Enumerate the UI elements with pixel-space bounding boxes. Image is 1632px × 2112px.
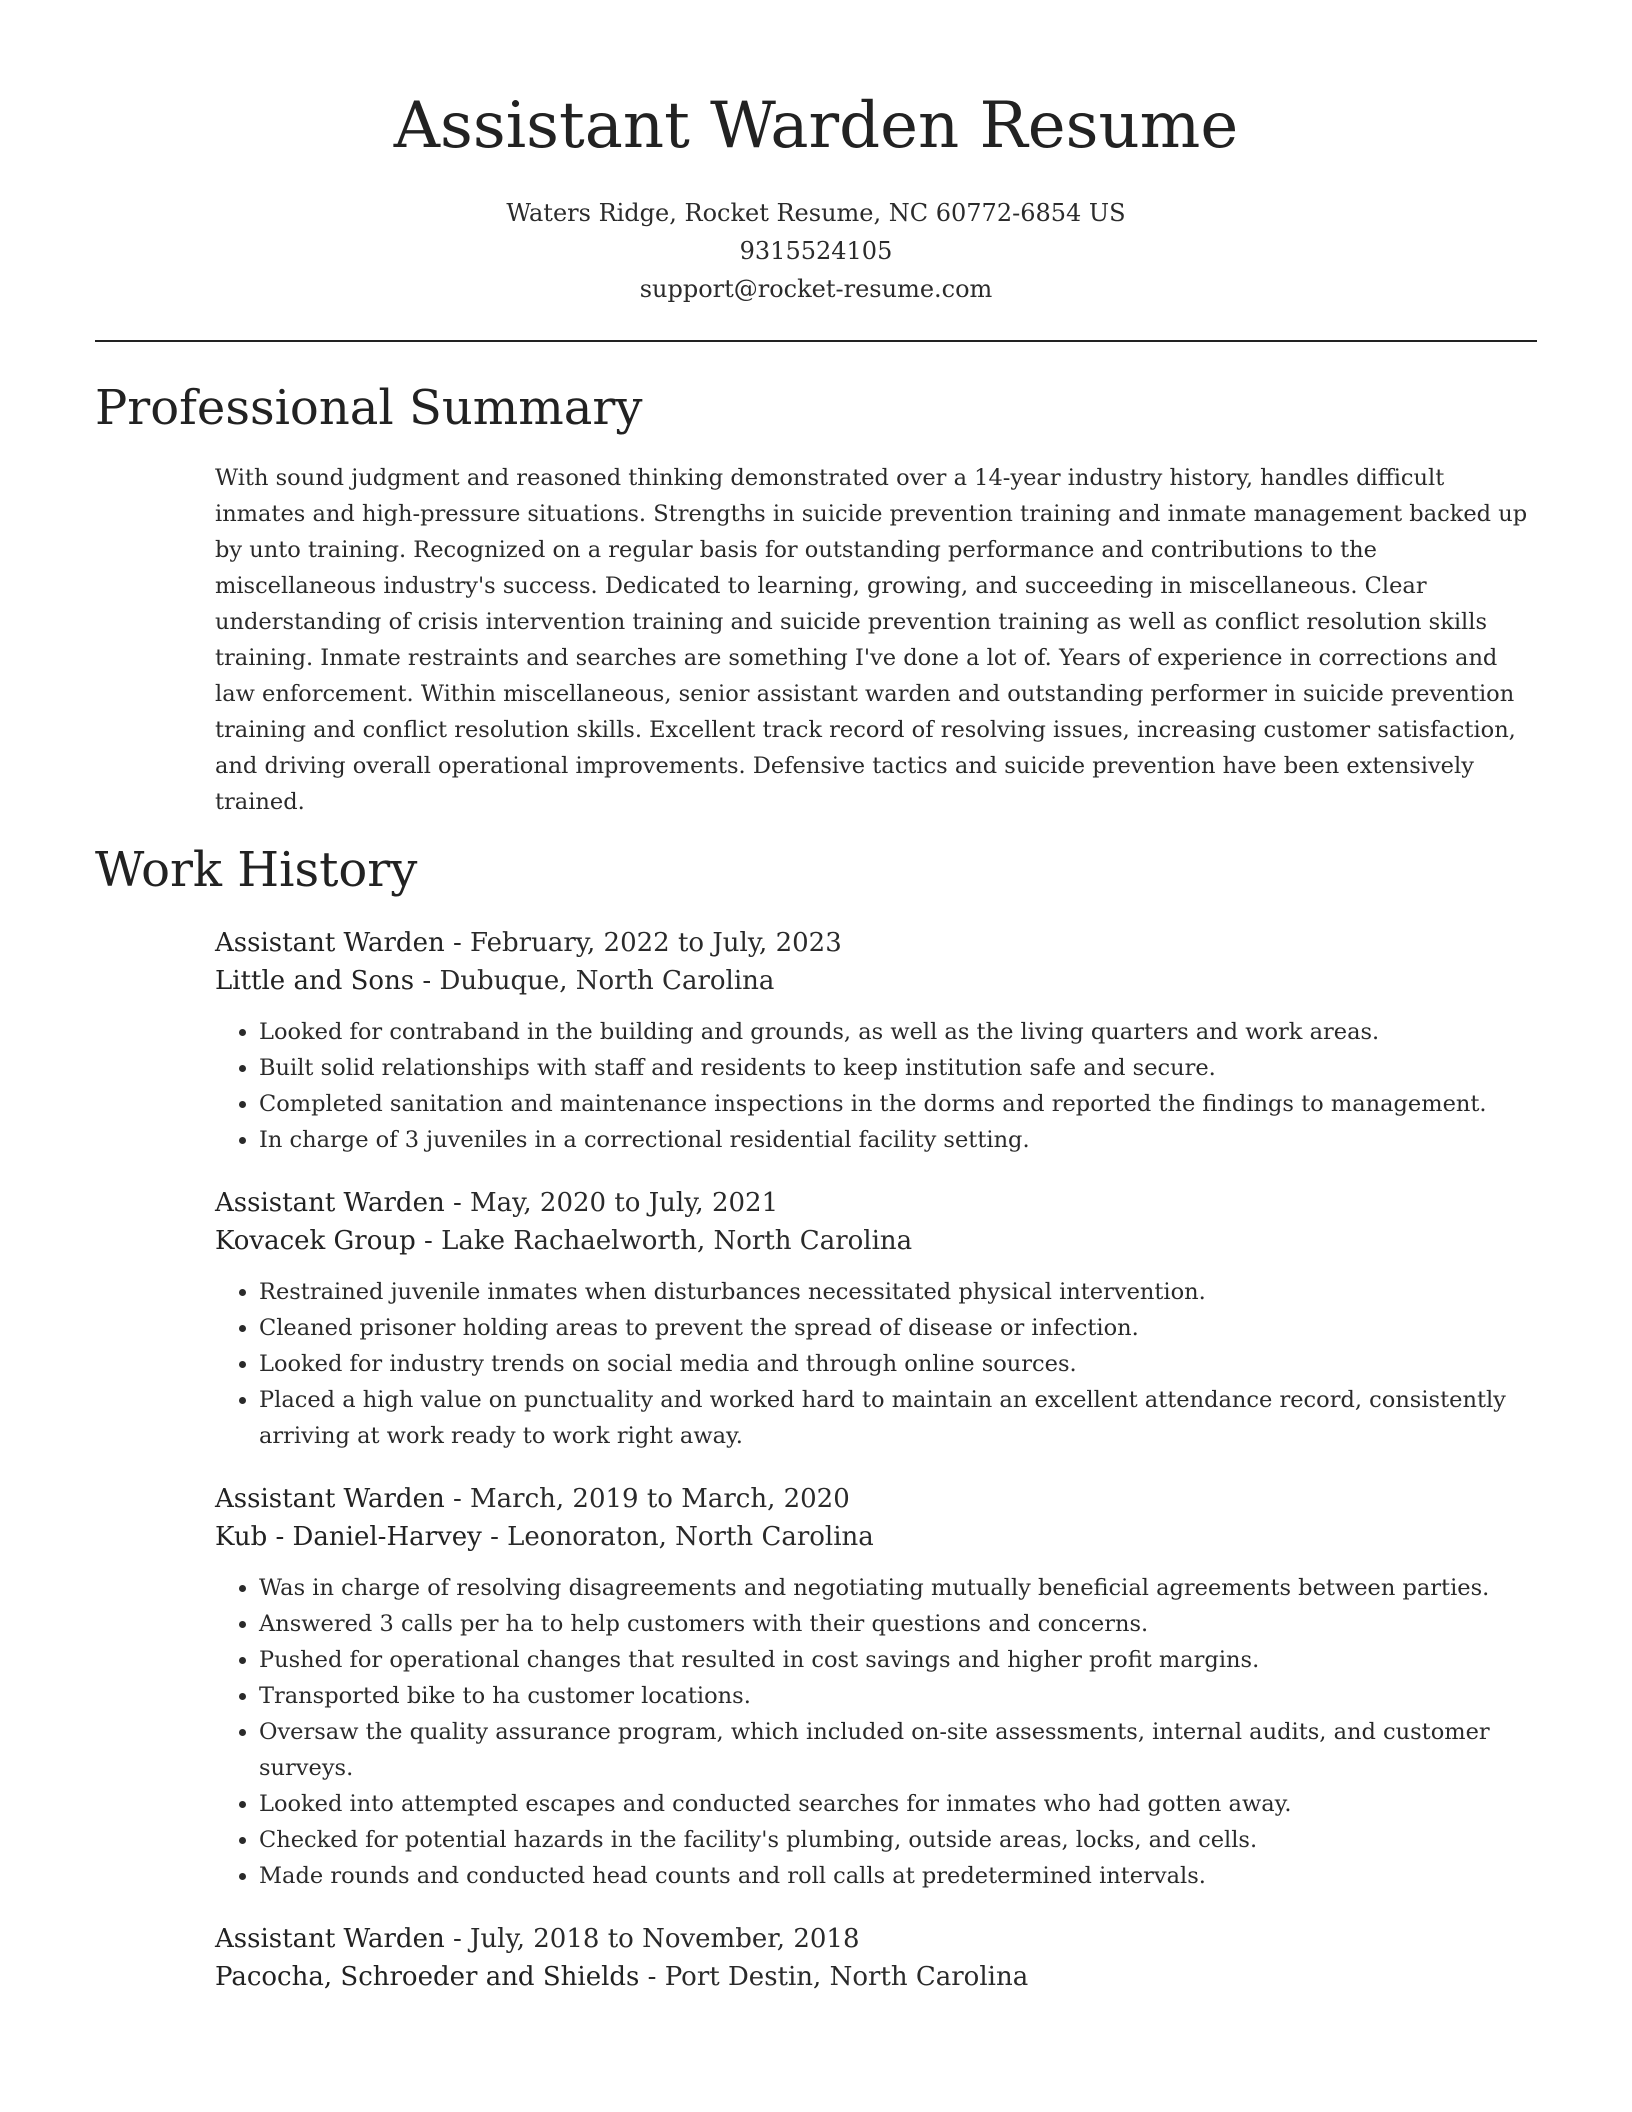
list-item: • Restrained juvenile inmates when disturbances necessitated physical intervention. <box>259 1274 1537 1310</box>
list-item: • Built solid relationships with staff and residents to keep institution safe and secure. <box>259 1050 1537 1086</box>
list-item: • Checked for potential hazards in the facility's plumbing, outside areas, locks, and cells. <box>259 1822 1537 1858</box>
resume-title: Assistant Warden Resume <box>393 89 1239 163</box>
work-history-list <box>215 924 1537 2022</box>
summary-text: With sound judgment and reasoned thinking demonstrated over a 14-year industry history, handles difficult inmates and high-pressure situations. Strengths in suicide prevention training and inmate management backed up by unto training. Recognized on a regular basis for outstanding performance and contributions to the miscellaneous industry's success. Dedicated to learning, growing, and succeeding in miscellaneous. Clear understanding of crisis intervention training and suicide prevention training as well as conflict resolution skills training. Inmate restraints and searches are something I've done a lot of. Years of experience in corrections and law enforcement. Within miscellaneous, senior assistant warden and outstanding performer in suicide prevention training and conflict resolution skills. Excellent track record of resolving issues, increasing customer satisfaction, and driving overall operational improvements. Defensive tactics and suicide prevention have been extensively trained. <box>215 465 1528 815</box>
job-bullet-list <box>215 1570 1537 1894</box>
list-item: • Looked for contraband in the building and grounds, as well as the living quarters and work areas. <box>259 1014 1537 1050</box>
job-title-line <box>215 1480 1537 1518</box>
job-company: Pacocha, Schroeder and Shields <box>215 1962 640 1992</box>
summary-heading: Professional Summary <box>95 380 643 436</box>
job-title-line <box>215 1184 1537 1222</box>
job-dates: - July, 2018 to November, 2018 <box>444 1924 860 1954</box>
list-item: • Was in charge of resolving disagreements and negotiating mutually beneficial agreements between parties. <box>259 1570 1537 1606</box>
list-item: • Placed a high value on punctuality and worked hard to maintain an excellent attendance record, consistently arriving at work ready to work right away. <box>259 1382 1537 1454</box>
job-entry <box>215 1184 1537 1454</box>
list-item: • Answered 3 calls per ha to help customers with their questions and concerns. <box>259 1606 1537 1642</box>
list-item: • In charge of 3 juveniles in a correctional residential facility setting. <box>259 1122 1537 1158</box>
job-company-line <box>215 1518 1537 1556</box>
list-item: • Made rounds and conducted head counts and roll calls at predetermined intervals. <box>259 1858 1537 1894</box>
job-company-line <box>215 1958 1537 1996</box>
job-title-line <box>215 924 1537 962</box>
job-dates: - May, 2020 to July, 2021 <box>444 1188 779 1218</box>
job-company: Kub - Daniel-Harvey <box>215 1522 482 1552</box>
job-title-line <box>215 1920 1537 1958</box>
job-company: Kovacek Group <box>215 1226 416 1256</box>
job-location: - Port Destin, North Carolina <box>639 1962 1029 1992</box>
job-company-line <box>215 1222 1537 1260</box>
contact-address: Waters Ridge, Rocket Resume, NC 60772-6854 US <box>506 199 1126 227</box>
job-bullet-list <box>215 1274 1537 1454</box>
job-title: Assistant Warden <box>215 1484 445 1514</box>
job-bullet-list <box>215 1014 1537 1158</box>
job-entry <box>215 1920 1537 1996</box>
header-divider <box>95 340 1537 342</box>
job-location: - Leonoraton, North Carolina <box>481 1522 874 1552</box>
list-item: • Completed sanitation and maintenance inspections in the dorms and reported the findings to management. <box>259 1086 1537 1122</box>
job-title: Assistant Warden <box>215 1924 445 1954</box>
job-location: - Dubuque, North Carolina <box>414 966 775 996</box>
job-location: - Lake Rachaelworth, North Carolina <box>415 1226 913 1256</box>
resume-header <box>0 84 1632 308</box>
job-title: Assistant Warden <box>215 928 445 958</box>
list-item: • Pushed for operational changes that resulted in cost savings and higher profit margins. <box>259 1642 1537 1678</box>
job-dates: - March, 2019 to March, 2020 <box>444 1484 850 1514</box>
job-company: Little and Sons <box>215 966 415 996</box>
list-item: • Oversaw the quality assurance program, which included on-site assessments, internal audits, and customer surveys. <box>259 1714 1537 1786</box>
list-item: • Looked for industry trends on social media and through online sources. <box>259 1346 1537 1382</box>
list-item: • Looked into attempted escapes and conducted searches for inmates who had gotten away. <box>259 1786 1537 1822</box>
job-entry <box>215 924 1537 1158</box>
list-item: • Cleaned prisoner holding areas to prevent the spread of disease or infection. <box>259 1310 1537 1346</box>
contact-phone: 9315524105 <box>739 237 893 265</box>
contact-email: support@rocket-resume.com <box>639 275 993 303</box>
list-item: • Transported bike to ha customer locations. <box>259 1678 1537 1714</box>
job-dates: - February, 2022 to July, 2023 <box>444 928 842 958</box>
job-entry <box>215 1480 1537 1894</box>
work-history-heading: Work History <box>95 842 418 898</box>
job-company-line <box>215 962 1537 1000</box>
job-title: Assistant Warden <box>215 1188 445 1218</box>
contact-block <box>0 194 1632 308</box>
